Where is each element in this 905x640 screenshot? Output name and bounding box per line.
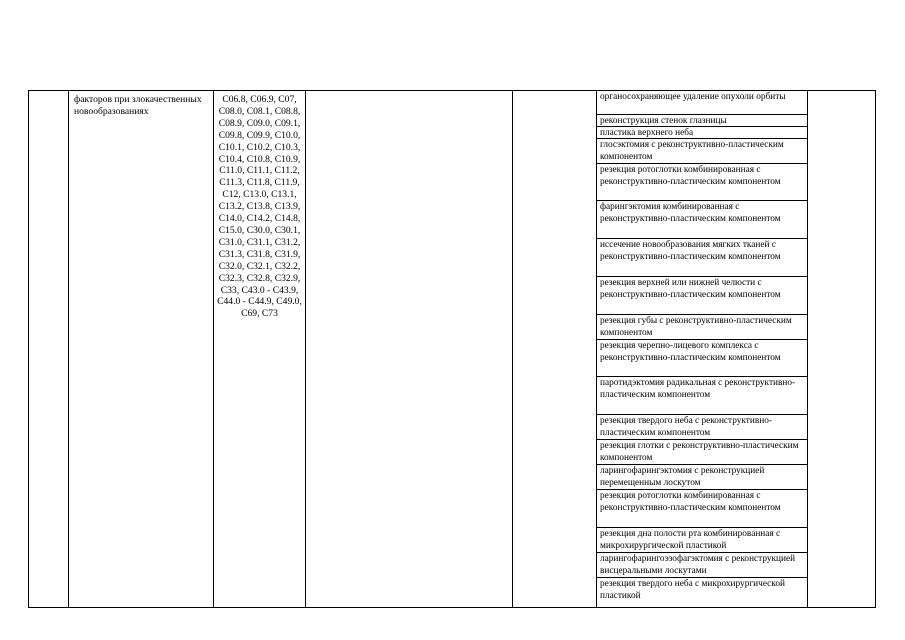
procedure-item: иссечение новообразования мягких тканей с реконструктивно-пластическим компонентом	[597, 239, 807, 277]
procedures-table	[28, 90, 876, 608]
procedure-item: ларингофарингэктомия с реконструкцией перемещенным лоскутом	[597, 465, 807, 490]
table-column-icd-codes	[214, 91, 306, 607]
diagnosis-text: факторов при злокачественных новообразованиях	[74, 94, 202, 117]
table-column-treatment-type	[513, 91, 597, 607]
procedure-item: резекция твердого неба с реконструктивно-пластическим компонентом	[597, 415, 807, 440]
procedure-item: резекция твердого неба с микрохирургической пластикой	[600, 579, 785, 601]
table-column-number	[29, 91, 69, 607]
table-column-procedures	[597, 91, 808, 607]
procedure-item: паротидэктомия радикальная с реконструктивно-пластическим компонентом	[597, 377, 807, 415]
procedure-item: резекция черепно-лицевого комплекса с реконструктивно-пластическим компонентом	[597, 340, 807, 377]
procedure-item: реконструкция стенок глазницы	[597, 115, 807, 127]
table-column-cost	[808, 91, 875, 607]
procedure-item: ларингофарингоэзофагэктомия с реконструкцией висцеральными лоскутами	[597, 553, 807, 578]
procedure-item: фарингэктомия комбинированная с реконструктивно-пластическим компонентом	[597, 201, 807, 239]
table-column-diagnosis	[69, 91, 214, 607]
procedure-item: резекция ротоглотки комбинированная с реконструктивно-пластическим компонентом	[597, 164, 807, 201]
procedure-item: глосэктомия с реконструктивно-пластическим компонентом	[597, 139, 807, 164]
procedure-item: пластика верхнего неба	[597, 127, 807, 139]
icd-codes-text: C06.8, C06.9, C07, C08.0, C08.1, C08.8, C08.9, C09.0, C09.1, C09.8, C09.9, C10.0, C10.1, C10.2, C10.3, C10.4, C10.8, C10.9, C11.0, C11.1, C11.2, C11.3, C11.8, C11.9, C12, C13.0, C13.1, C13.2, C13.8, C13.9, C14.0, C14.2, C14.8, C15.0, C30.0, C30.1, C31.0, C31.1, C31.2, C31.3, C31.8, C31.9, C32.0, C32.1, C32.2, C32.3, C32.8, C32.9, C33, C43.0 - C43.9, C44.0 - C44.9, C49.0, C69, C73	[217, 94, 302, 320]
procedure-item: резекция губы с реконструктивно-пластическим компонентом	[597, 315, 807, 340]
procedure-item: резекция дна полости рта комбинированная с микрохирургической пластикой	[597, 528, 807, 553]
procedure-item: органосохраняющее удаление опухоли орбиты	[597, 91, 807, 115]
procedure-item: резекция ротоглотки комбинированная с реконструктивно-пластическим компонентом	[597, 490, 807, 528]
procedure-item: резекция глотки с реконструктивно-пластическим компонентом	[597, 440, 807, 465]
table-column-model	[306, 91, 513, 607]
procedure-item: резекция верхней или нижней челюсти с реконструктивно-пластическим компонентом	[597, 277, 807, 315]
